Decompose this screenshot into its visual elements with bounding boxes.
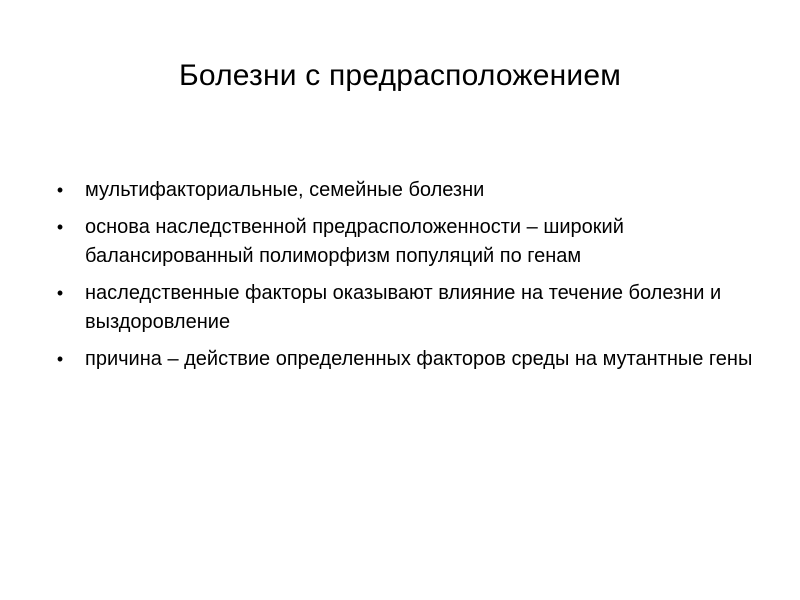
bullet-point-icon: • bbox=[56, 349, 64, 369]
bullet-list bbox=[50, 176, 760, 382]
bullet-item bbox=[50, 213, 760, 271]
bullet-item bbox=[50, 176, 760, 205]
bullet-text: мультифакториальные, семейные болезни bbox=[85, 179, 485, 201]
slide-title: Болезни с предрасположением bbox=[178, 59, 622, 92]
bullet-item bbox=[50, 279, 760, 337]
bullet-text: наследственные факторы оказывают влияние на течение болезни и выздоровление bbox=[85, 282, 722, 333]
bullet-point-icon: • bbox=[56, 217, 64, 237]
bullet-point-icon: • bbox=[56, 180, 64, 200]
bullet-item bbox=[50, 345, 760, 374]
bullet-text: основа наследственной предрасположенности – широкий балансированный полиморфизм популяций по генам bbox=[85, 216, 624, 267]
bullet-text: причина – действие определенных факторов среды на мутантные гены bbox=[85, 348, 753, 370]
bullet-point-icon: • bbox=[56, 283, 64, 303]
